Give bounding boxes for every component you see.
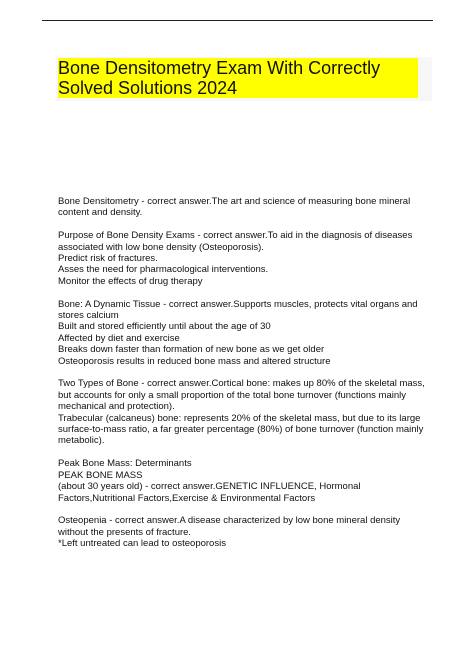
section-bone-dynamic-tissue [58, 299, 430, 367]
body-line: (about 30 years old) - correct answer.GENETIC INFLUENCE, Hormonal [58, 481, 361, 493]
body-line: associated with low bone density (Osteoporosis). [58, 241, 264, 253]
body-line: content and density. [58, 207, 143, 219]
section-peak-bone-mass [58, 458, 430, 504]
title-line: Bone Densitometry Exam With Correctly [58, 58, 381, 78]
document-body [58, 196, 430, 561]
body-line: without the presents of fracture. [58, 526, 192, 538]
body-line: Factors,Nutritional Factors,Exercise & Environmental Factors [58, 492, 316, 504]
body-line: Osteopenia - correct answer.A disease characterized by low bone mineral density [58, 515, 401, 527]
body-line: Peak Bone Mass: Determinants [58, 458, 192, 470]
body-line: PEAK BONE MASS [58, 469, 143, 481]
body-line: Bone: A Dynamic Tissue - correct answer.Supports muscles, protects vital organs and [58, 298, 418, 310]
section-bone-densitometry [58, 196, 430, 219]
body-line: mechanical and protection). [58, 401, 175, 413]
body-line: *Left untreated can lead to osteoporosis [58, 538, 226, 550]
body-line: Trabecular (calcaneus) bone: represents 20% of the skeletal mass, but due to its large [58, 412, 421, 424]
document-title [58, 58, 418, 98]
section-two-types-of-bone [58, 378, 430, 446]
body-line: but accounts for only a small proportion of the total bone turnover (functions mainly [58, 389, 406, 401]
title-line: Solved Solutions 2024 [58, 78, 238, 98]
body-line: metabolic). [58, 435, 105, 447]
body-line: Purpose of Bone Density Exams - correct answer.To aid in the diagnosis of diseases [58, 230, 413, 242]
body-line: Breaks down faster than formation of new bone as we get older [58, 344, 325, 356]
top-divider [42, 20, 433, 21]
body-line: Predict risk of fractures. [58, 253, 158, 265]
body-line: Osteoporosis results in reduced bone mass and altered structure [58, 355, 331, 367]
body-line: Built and stored efficiently until about the age of 30 [58, 321, 271, 333]
body-line: Two Types of Bone - correct answer.Cortical bone: makes up 80% of the skeletal mass, [58, 378, 425, 390]
section-purpose-of-bone-density-exams [58, 230, 430, 287]
body-line: Monitor the effects of drug therapy [58, 275, 203, 287]
section-osteopenia [58, 515, 430, 549]
body-line: Affected by diet and exercise [58, 332, 180, 344]
body-line: Bone Densitometry - correct answer.The art and science of measuring bone mineral [58, 196, 411, 207]
body-line: Asses the need for pharmacological interventions. [58, 264, 269, 276]
body-line: surface-to-mass ratio, a far greater percentage (80%) of bone turnover (function mainly [58, 424, 424, 436]
body-line: stores calcium [58, 310, 119, 322]
